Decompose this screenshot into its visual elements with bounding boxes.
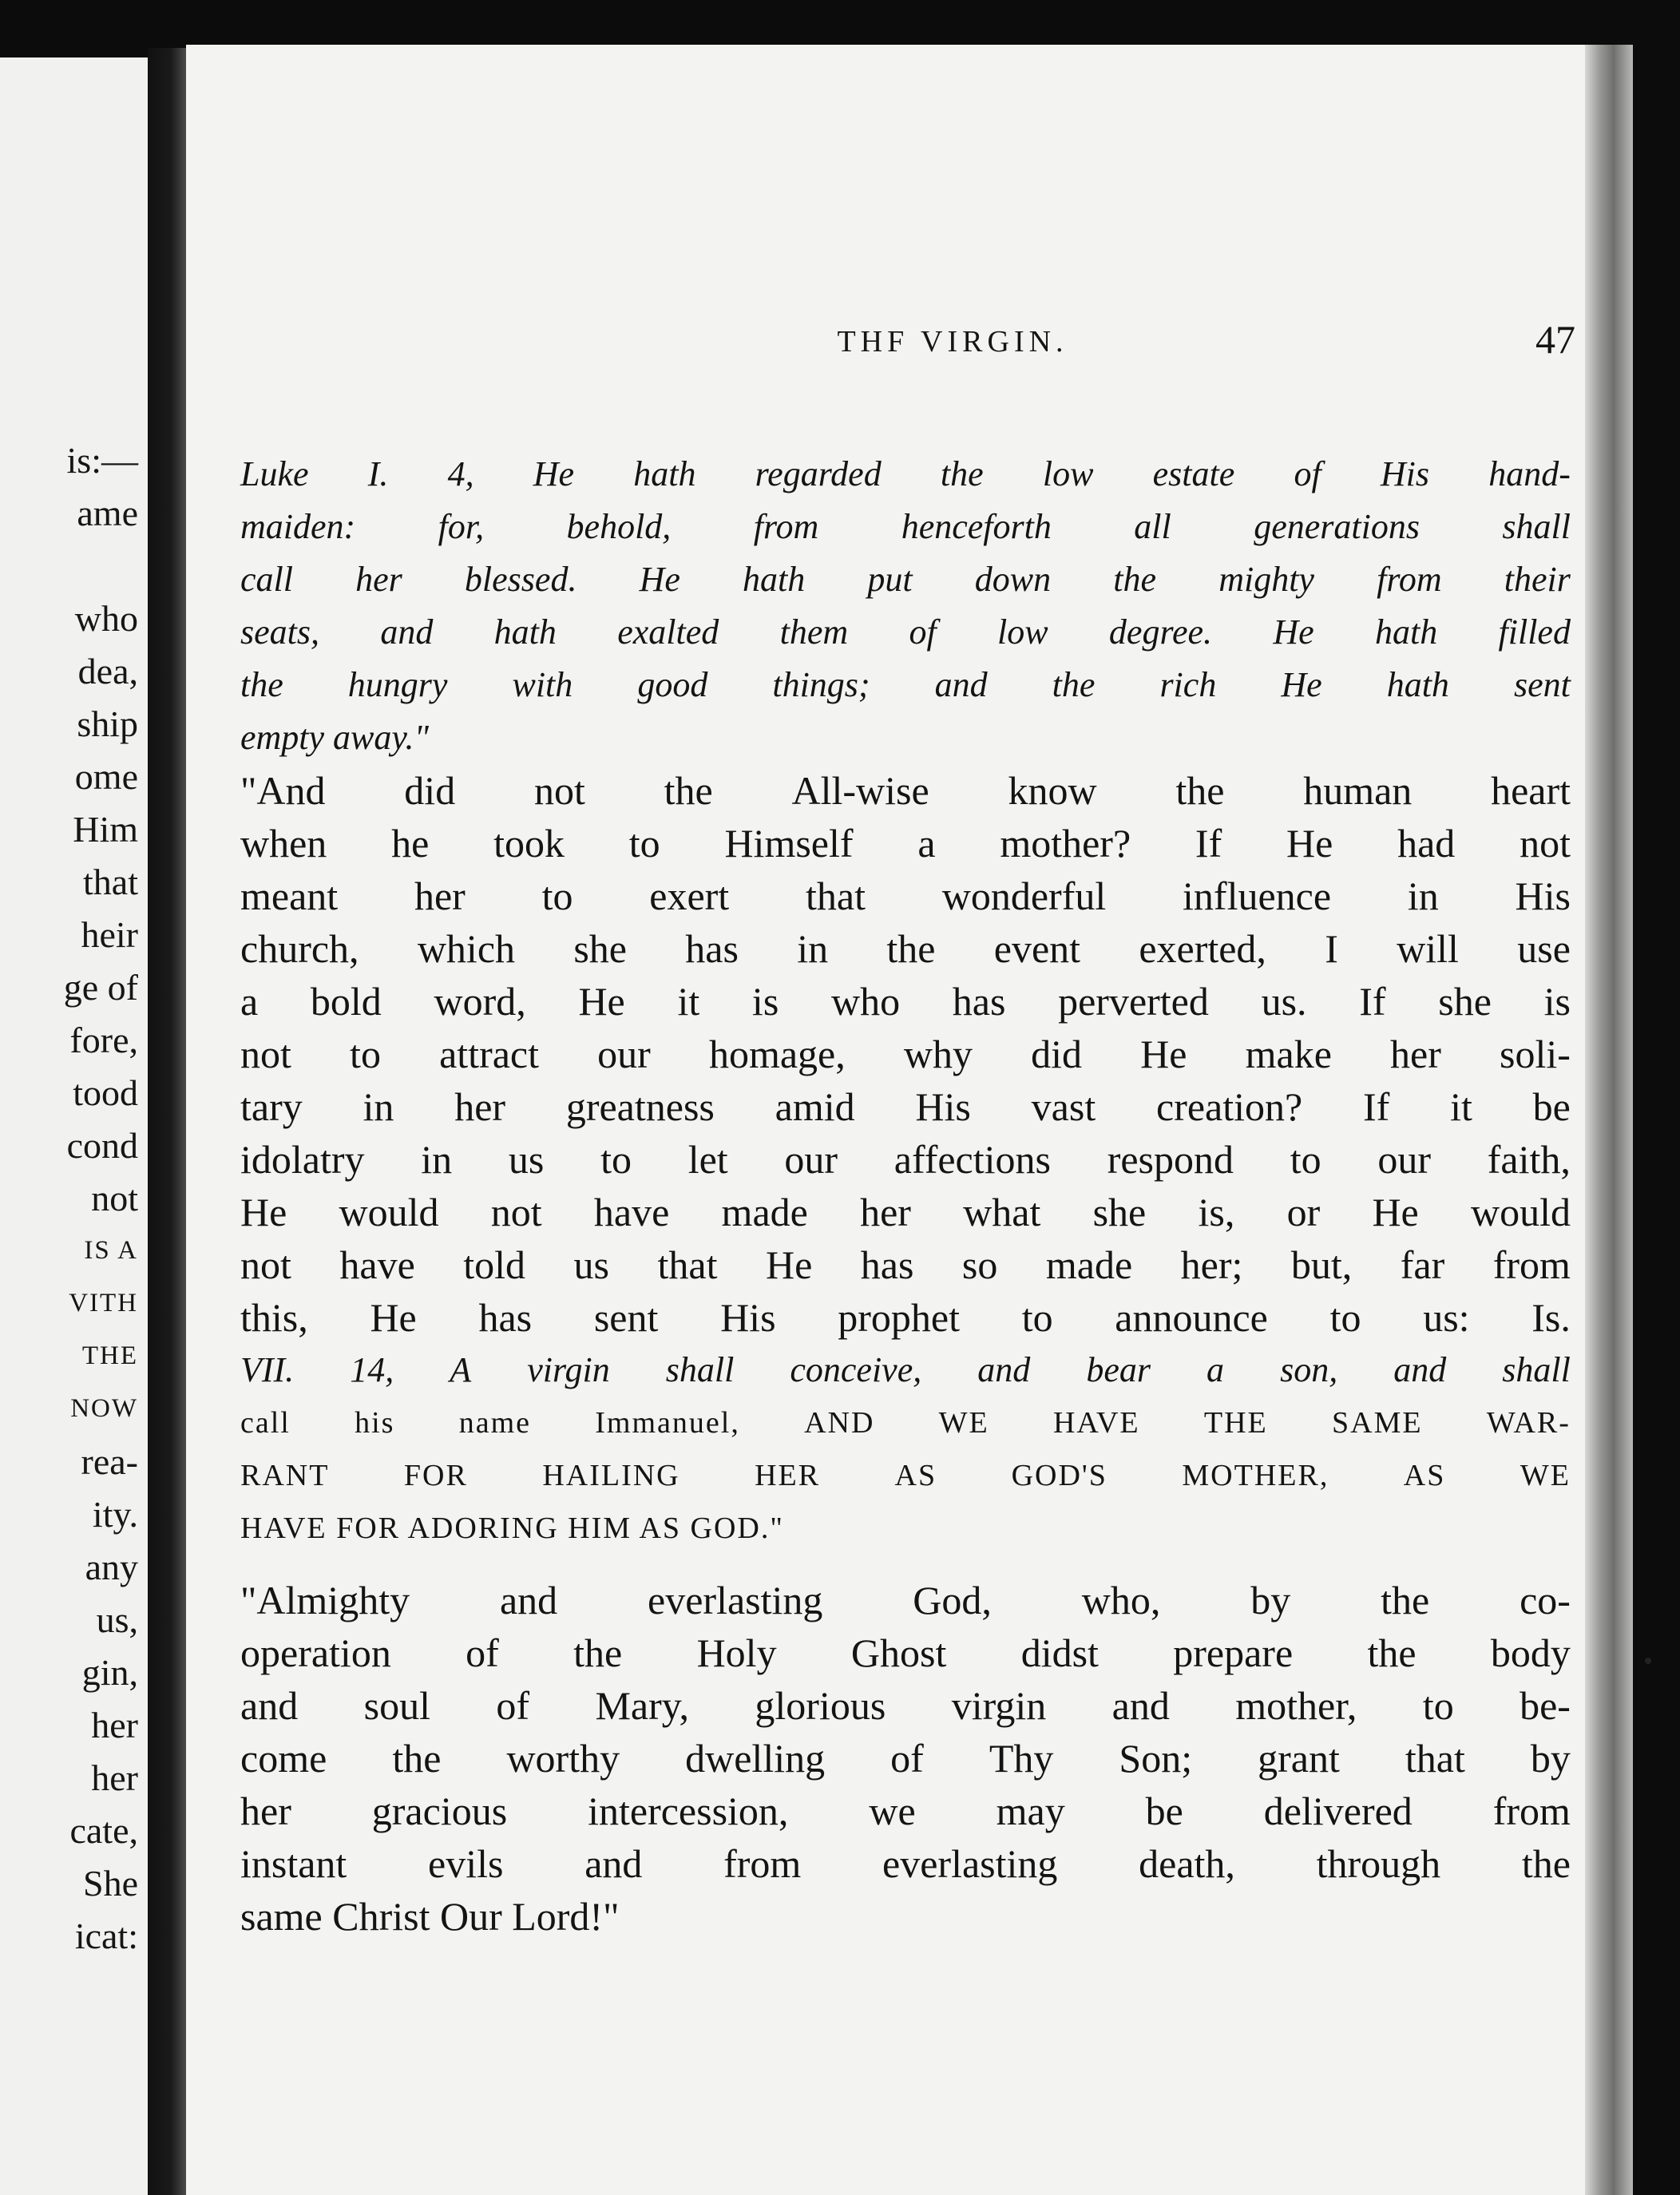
left-fragment: icat:	[74, 1916, 138, 1956]
text-line: and soul of Mary, glorious virgin and mother, to be-	[240, 1683, 1571, 1728]
text-line: operation of the Holy Ghost didst prepare the body	[240, 1630, 1571, 1675]
left-fragment: dea,	[77, 651, 138, 691]
text-line: when he took to Himself a mother? If He had not	[240, 821, 1571, 866]
left-fragment: fore,	[69, 1020, 138, 1060]
left-fragment: VITH	[69, 1289, 138, 1317]
text-line: this, He has sent His prophet to announce to us: Is.	[240, 1295, 1571, 1340]
text-block	[240, 448, 1571, 1943]
left-fragment: ity.	[92, 1494, 138, 1535]
page-number: 47	[1535, 317, 1575, 362]
running-title: THF VIRGIN.	[837, 325, 1068, 359]
left-fragment: NOW	[70, 1394, 138, 1423]
text-line: a bold word, He it is who has perverted us. If she is	[240, 979, 1571, 1024]
left-fragment: her	[91, 1757, 138, 1798]
left-fragment: is:—	[66, 440, 138, 481]
text-line: Luke I. 4, He hath regarded the low estate of His hand-	[240, 454, 1571, 493]
left-fragment: She	[83, 1863, 138, 1904]
text-line: the hungry with good things; and the rich He hath sent	[240, 665, 1571, 704]
left-fragment: who	[74, 598, 138, 639]
text-line: come the worthy dwelling of Thy Son; grant that by	[240, 1736, 1571, 1781]
text-line: VII. 14, A virgin shall conceive, and bear a son, and shall	[240, 1350, 1571, 1389]
left-fragment: cond	[66, 1125, 138, 1166]
text-line: RANT FOR HAILING HER AS GOD'S MOTHER, AS WE	[240, 1459, 1571, 1492]
text-line: tary in her greatness amid His vast creation? If it be	[240, 1084, 1571, 1129]
text-line: same Christ Our Lord!"	[240, 1894, 620, 1939]
text-line: call her blessed. He hath put down the mighty from their	[240, 560, 1571, 599]
left-fragment: any	[85, 1547, 138, 1587]
left-fragment: cate,	[69, 1810, 138, 1851]
text-line: her gracious intercession, we may be delivered from	[240, 1789, 1571, 1833]
left-fragment: us,	[96, 1599, 138, 1640]
text-line: call his name Immanuel, AND WE HAVE THE SAME WAR-	[240, 1406, 1571, 1440]
page-edge	[1585, 45, 1633, 2195]
text-line: He would not have made her what she is, or He would	[240, 1190, 1571, 1234]
left-fragment: gin,	[81, 1652, 138, 1693]
right-page	[186, 45, 1585, 2195]
book-gutter	[148, 48, 186, 2195]
text-line: instant evils and from everlasting death, through the	[240, 1841, 1571, 1886]
text-line: meant her to exert that wonderful influence in His	[240, 874, 1571, 918]
left-fragment: Him	[73, 809, 138, 850]
left-fragment: heir	[81, 914, 138, 955]
text-line: HAVE FOR ADORING HIM AS GOD."	[240, 1512, 784, 1545]
text-line: not have told us that He has so made her; but, far from	[240, 1242, 1571, 1287]
left-fragment: rea-	[81, 1441, 138, 1482]
text-line: seats, and hath exalted them of low degree. He hath filled	[240, 612, 1571, 652]
left-fragment: ge of	[63, 967, 138, 1008]
left-fragment: ame	[77, 493, 138, 533]
left-fragment: IS A	[84, 1236, 138, 1265]
text-line: empty away."	[240, 718, 429, 757]
text-line: idolatry in us to let our affections respond to our faith,	[240, 1137, 1571, 1182]
text-line: maiden: for, behold, from henceforth all generations shall	[240, 507, 1571, 546]
left-fragment: tood	[73, 1072, 138, 1113]
left-fragment: that	[83, 862, 138, 902]
left-fragment: her	[91, 1705, 138, 1745]
text-line: not to attract our homage, why did He make her soli-	[240, 1032, 1571, 1076]
margin-speck	[1645, 1658, 1651, 1664]
left-facing-page	[0, 57, 148, 2195]
text-line: church, which she has in the event exerted, I will use	[240, 926, 1571, 971]
left-fragment: ome	[74, 756, 138, 797]
left-fragment: THE	[81, 1341, 138, 1370]
left-fragment: not	[91, 1178, 138, 1218]
left-fragment: ship	[77, 703, 138, 744]
text-line: "And did not the All-wise know the human heart	[240, 768, 1571, 813]
text-line: "Almighty and everlasting God, who, by the co-	[240, 1578, 1571, 1622]
